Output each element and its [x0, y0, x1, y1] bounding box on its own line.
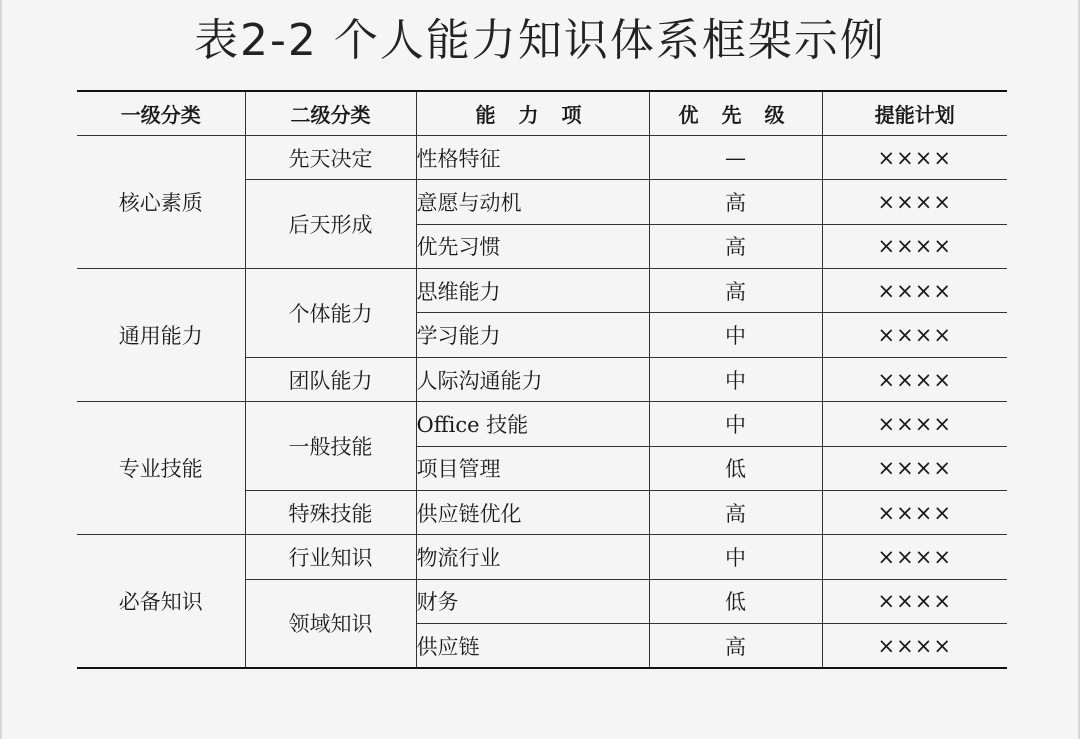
level2-cell: 先天决定 — [245, 135, 416, 179]
priority-cell: 高 — [649, 224, 822, 268]
plan-cell: ×××× — [822, 446, 1007, 490]
priority-cell: 高 — [649, 624, 822, 668]
table-row — [77, 535, 1007, 579]
priority-cell: 中 — [649, 402, 822, 446]
left-border — [0, 0, 2, 739]
ability-item-cell: 人际沟通能力 — [416, 357, 649, 401]
level1-cell: 核心素质 — [77, 135, 245, 268]
plan-cell: ×××× — [822, 579, 1007, 623]
level2-cell: 领域知识 — [245, 579, 416, 668]
level2-cell: 个体能力 — [245, 269, 416, 358]
level1-cell: 必备知识 — [77, 535, 245, 668]
level1-cell: 专业技能 — [77, 402, 245, 535]
plan-cell: ×××× — [822, 491, 1007, 535]
header-level2: 二级分类 — [245, 91, 416, 135]
priority-cell: 中 — [649, 357, 822, 401]
priority-cell: 低 — [649, 579, 822, 623]
table-title: 表2-2 个人能力知识体系框架示例 — [194, 15, 886, 66]
level2-cell: 团队能力 — [245, 357, 416, 401]
ability-item-cell: 学习能力 — [416, 313, 649, 357]
level1-cell: 通用能力 — [77, 269, 245, 402]
ability-item-cell: 供应链 — [416, 624, 649, 668]
plan-cell: ×××× — [822, 402, 1007, 446]
level2-cell: 后天形成 — [245, 180, 416, 269]
ability-item-cell: 供应链优化 — [416, 491, 649, 535]
priority-cell: 高 — [649, 269, 822, 313]
level2-cell: 一般技能 — [245, 402, 416, 491]
plan-cell: ×××× — [822, 269, 1007, 313]
header-row — [77, 91, 1007, 135]
header-plan: 提能计划 — [822, 91, 1007, 135]
plan-cell: ×××× — [822, 357, 1007, 401]
plan-cell: ×××× — [822, 535, 1007, 579]
plan-cell: ×××× — [822, 313, 1007, 357]
ability-item-cell: 财务 — [416, 579, 649, 623]
priority-cell: 高 — [649, 180, 822, 224]
ability-framework-table — [77, 90, 1007, 669]
table-row — [77, 135, 1007, 179]
header-level1: 一级分类 — [77, 91, 245, 135]
ability-item-cell: Office 技能 — [416, 402, 649, 446]
priority-cell: 低 — [649, 446, 822, 490]
level2-cell: 行业知识 — [245, 535, 416, 579]
plan-cell: ×××× — [822, 224, 1007, 268]
ability-item-cell: 项目管理 — [416, 446, 649, 490]
plan-cell: ×××× — [822, 624, 1007, 668]
priority-cell: 中 — [649, 313, 822, 357]
ability-item-cell: 性格特征 — [416, 135, 649, 179]
ability-item-cell: 意愿与动机 — [416, 180, 649, 224]
level2-cell: 特殊技能 — [245, 491, 416, 535]
header-priority: 优 先 级 — [649, 91, 822, 135]
priority-cell: 中 — [649, 535, 822, 579]
table-row — [77, 269, 1007, 313]
plan-cell: ×××× — [822, 180, 1007, 224]
ability-item-cell: 物流行业 — [416, 535, 649, 579]
ability-item-cell: 思维能力 — [416, 269, 649, 313]
priority-cell: — — [649, 135, 822, 179]
table-row — [77, 402, 1007, 446]
priority-cell: 高 — [649, 491, 822, 535]
ability-item-cell: 优先习惯 — [416, 224, 649, 268]
plan-cell: ×××× — [822, 135, 1007, 179]
header-ability-item: 能 力 项 — [416, 91, 649, 135]
